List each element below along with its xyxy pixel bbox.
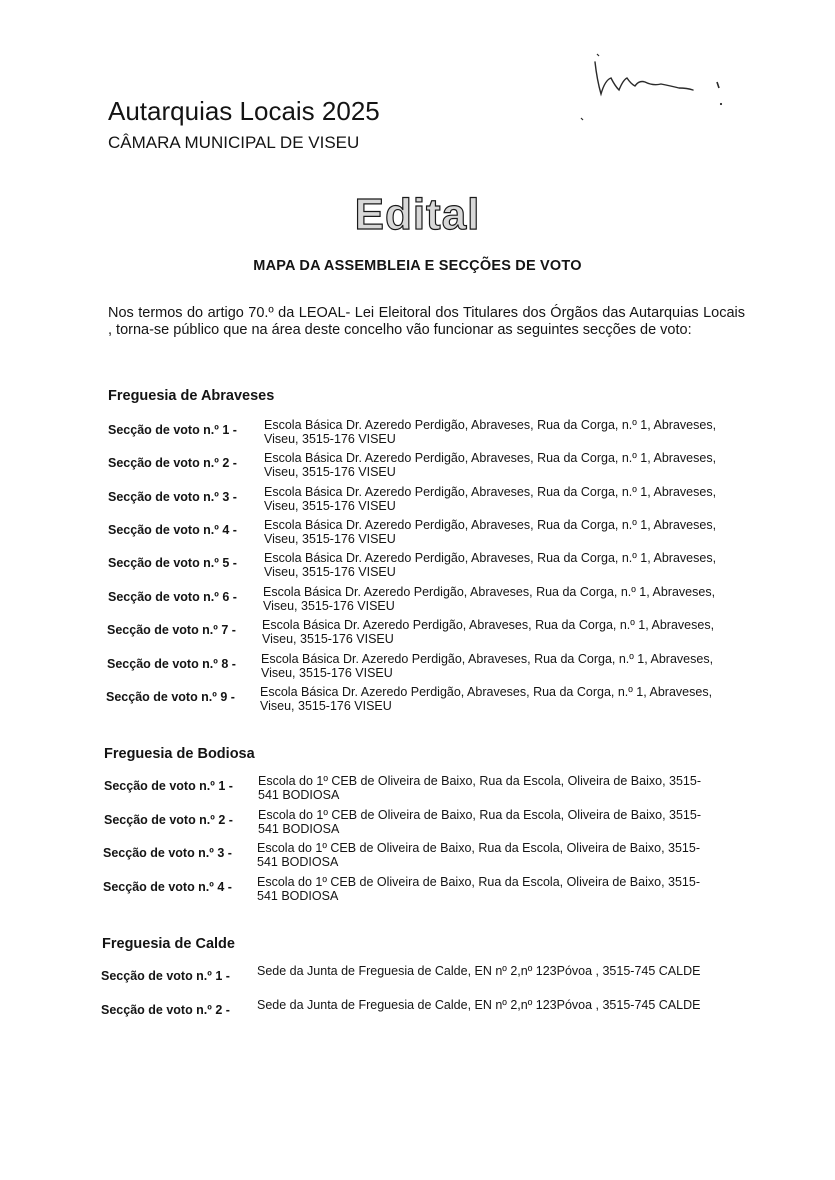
section-label: Secção de voto n.º 4 - bbox=[103, 880, 232, 894]
section-label: Secção de voto n.º 2 - bbox=[108, 456, 237, 470]
section-label: Secção de voto n.º 3 - bbox=[103, 846, 232, 860]
parish-name: Freguesia de Abraveses bbox=[108, 388, 275, 404]
section-address: Escola Básica Dr. Azeredo Perdigão, Abraveses, Rua da Corga, n.º 1, Abraveses, Viseu, 3515-176 VISEU bbox=[262, 618, 715, 646]
section-label: Secção de voto n.º 1 - bbox=[108, 423, 237, 437]
section-address: Sede da Junta de Freguesia de Calde, EN nº 2,nº 123Póvoa , 3515-745 CALDE bbox=[257, 964, 701, 978]
section-label: Secção de voto n.º 1 - bbox=[104, 779, 233, 793]
section-address: Escola Básica Dr. Azeredo Perdigão, Abraveses, Rua da Corga, n.º 1, Abraveses, Viseu, 3515-176 VISEU bbox=[264, 485, 717, 513]
header-subtitle: CÂMARA MUNICIPAL DE VISEU bbox=[108, 133, 360, 152]
section-label: Secção de voto n.º 2 - bbox=[101, 1003, 230, 1017]
section-address: Escola Básica Dr. Azeredo Perdigão, Abraveses, Rua da Corga, n.º 1, Abraveses, Viseu, 3515-176 VISEU bbox=[264, 418, 717, 446]
section-address: Escola do 1º CEB de Oliveira de Baixo, Rua da Escola, Oliveira de Baixo, 3515-541 BODIOSA bbox=[257, 841, 700, 869]
document-title: Edital bbox=[354, 190, 481, 239]
section-address: Escola do 1º CEB de Oliveira de Baixo, Rua da Escola, Oliveira de Baixo, 3515-541 BODIOSA bbox=[257, 875, 700, 903]
parish-name: Freguesia de Calde bbox=[102, 936, 235, 952]
header-title: Autarquias Locais 2025 bbox=[108, 96, 380, 126]
section-label: Secção de voto n.º 1 - bbox=[101, 969, 230, 983]
section-label: Secção de voto n.º 4 - bbox=[108, 523, 237, 537]
section-address: Sede da Junta de Freguesia de Calde, EN nº 2,nº 123Póvoa , 3515-745 CALDE bbox=[257, 998, 701, 1012]
section-label: Secção de voto n.º 3 - bbox=[108, 490, 237, 504]
section-address: Escola Básica Dr. Azeredo Perdigão, Abraveses, Rua da Corga, n.º 1, Abraveses, Viseu, 3515-176 VISEU bbox=[260, 685, 713, 713]
section-label: Secção de voto n.º 8 - bbox=[107, 657, 236, 671]
section-address: Escola Básica Dr. Azeredo Perdigão, Abraveses, Rua da Corga, n.º 1, Abraveses, Viseu, 3515-176 VISEU bbox=[261, 652, 714, 680]
section-label: Secção de voto n.º 2 - bbox=[104, 813, 233, 827]
section-address: Escola Básica Dr. Azeredo Perdigão, Abraveses, Rua da Corga, n.º 1, Abraveses, Viseu, 3515-176 VISEU bbox=[263, 585, 716, 613]
section-address: Escola Básica Dr. Azeredo Perdigão, Abraveses, Rua da Corga, n.º 1, Abraveses, Viseu, 3515-176 VISEU bbox=[264, 451, 717, 479]
intro-paragraph: Nos termos do artigo 70.º da LEOAL- Lei Eleitoral dos Titulares dos Órgãos das Autarquias Locais , torna-se público que na área deste concelho vão funcionar as seguintes secções de voto: bbox=[108, 305, 745, 338]
section-label: Secção de voto n.º 9 - bbox=[106, 690, 235, 704]
parish-name: Freguesia de Bodiosa bbox=[104, 746, 255, 762]
section-address: Escola do 1º CEB de Oliveira de Baixo, Rua da Escola, Oliveira de Baixo, 3515-541 BODIOSA bbox=[258, 774, 701, 802]
section-label: Secção de voto n.º 7 - bbox=[107, 623, 236, 637]
section-address: Escola Básica Dr. Azeredo Perdigão, Abraveses, Rua da Corga, n.º 1, Abraveses, Viseu, 3515-176 VISEU bbox=[264, 551, 717, 579]
section-address: Escola do 1º CEB de Oliveira de Baixo, Rua da Escola, Oliveira de Baixo, 3515-541 BODIOSA bbox=[258, 808, 701, 836]
document-subtitle: MAPA DA ASSEMBLEIA E SECÇÕES DE VOTO bbox=[253, 258, 582, 274]
section-address: Escola Básica Dr. Azeredo Perdigão, Abraveses, Rua da Corga, n.º 1, Abraveses, Viseu, 3515-176 VISEU bbox=[264, 518, 717, 546]
signature-scribble bbox=[575, 50, 735, 125]
section-label: Secção de voto n.º 5 - bbox=[108, 556, 237, 570]
section-label: Secção de voto n.º 6 - bbox=[108, 590, 237, 604]
